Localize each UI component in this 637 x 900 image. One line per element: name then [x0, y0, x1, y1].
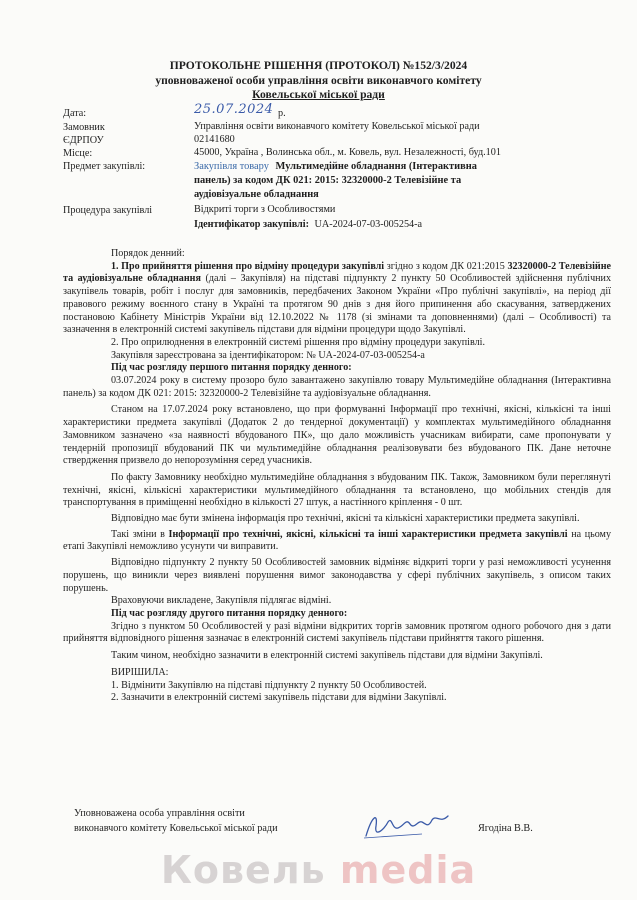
- identifier-line: [194, 218, 422, 231]
- decision-1: 1. Відмінити Закупівлю на підставі підпункту 2 пункту 50 Особливостей.: [111, 679, 427, 691]
- date-label: Дата:: [63, 108, 87, 119]
- document-title: ПРОТОКОЛЬНЕ РІШЕННЯ (ПРОТОКОЛ) №152/3/2024: [169, 59, 468, 72]
- paragraph-point-50: Згідно з пунктом 50 Особливостей у разі відміни відкритих торгів замовник протягом одного робочого дня з дати прийняття відповідного рішення зазначає в електронній системі закупівель підстави прийняття такого рішення.: [63, 620, 611, 645]
- registration-note: Закупівля зареєстрована за ідентифікатором: № UA-2024-07-03-005254-a: [111, 349, 425, 361]
- subject-label: Предмет закупівлі:: [63, 161, 146, 172]
- paragraph-requirements: По факту Замовнику необхідно мультимедійне обладнання з вбудованим ПК. Також, Замовником були переглянуті технічні, якісні, кількісні характеристики мультимедійного обладнання та встановлено, що мобільних стендів для транспортування в приміщенні необхідно в кількості 27 штук, а настінного кріплення - 0 шт.: [63, 471, 611, 509]
- decision-2: 2. Зазначити в електронній системі закупівель підстави для відміни Закупівлі.: [111, 692, 447, 704]
- kovel-media-watermark: Ковель media: [160, 848, 477, 892]
- subject-prefix: Закупівля товару: [194, 161, 269, 172]
- agenda-item-2: 2. Про оприлюднення в електронній системі рішення про відміну процедури закупівлі.: [111, 336, 485, 348]
- agenda-heading: Порядок денний:: [111, 248, 185, 259]
- paragraph-therefore: Таким чином, необхідно зазначити в електронній системі закупівель підстави для відміни Закупівлі.: [111, 650, 543, 662]
- subject-line1: [194, 160, 477, 173]
- paragraph-conclusion: Враховуючи викладене, Закупівля підлягає відміні.: [111, 595, 332, 607]
- handwritten-signature: [362, 808, 452, 842]
- edrpou-label: ЄДРПОУ: [63, 135, 104, 146]
- place-label: Місце:: [63, 148, 93, 159]
- document-subtitle-org: Ковельської міської ради: [252, 88, 385, 101]
- agenda-item-1: 1. Про прийняття рішення про відміну процедури закупівлі згідно з кодом ДК 021:2015 32320000-2 Телевізійне та аудіовізуальне обладнання (далі – Закупівля) на підставі підпункту 2 пункту 50 Особливостей здійснення публічних закупівель товарів, робіт і послуг для замовників, передбачених Законом України «Про публічні закупівлі», на період дії правового режиму воєнного стану в Україні та протягом 90 днів з дня його припинення або скасування, затверджених постановою Кабінету Міністрів України від 12.10.2022 № 1178 (зі змінами та доповненнями) (далі – Особливості) та зазначення в електронній системі закупівель підстави для відміни процедури щодо Закупівлі.: [63, 260, 612, 336]
- subject-line3: аудіовізуальне обладнання: [194, 189, 319, 200]
- customer-label: Замовник: [63, 122, 105, 133]
- subject-line2: панель) за кодом ДК 021: 2015: 32320000-2 Телевізійне та: [194, 175, 462, 186]
- date-suffix: р.: [278, 108, 286, 119]
- identifier-value: UA-2024-07-03-005254-a: [314, 219, 423, 230]
- signatory-name: Ягодіна В.В.: [478, 823, 533, 834]
- protocol-body: [63, 248, 611, 705]
- second-question-heading: Під час розгляду другого питання порядку денного:: [111, 607, 348, 619]
- document-subtitle: уповноваженої особи управління освіти виконавчого комітету: [155, 74, 482, 87]
- edrpou-value: 02141680: [194, 134, 235, 145]
- first-question-heading: Під час розгляду першого питання порядку денного:: [111, 362, 352, 374]
- identifier-label: Ідентифікатор закупівлі:: [194, 219, 309, 230]
- procedure-label: Процедура закупівлі: [63, 205, 153, 216]
- customer-value: Управління освіти виконавчого комітету Ковельської міської ради: [194, 121, 480, 132]
- paragraph-findings: Станом на 17.07.2024 року встановлено, що при формуванні Інформації про технічні, якісні, кількісні та інші характеристики предмета закупівлі (Додаток 2 до тендерної документації) у комплектах мультимедійного обладнання Замовником зазначено «за наявності вбудованого ПК», що дало можливість учасникам вибирати, саме пропонувати у тендерній пропозиції вбудований ПК чи мультимедійне обладнання реалізовувати без вбудованого ПК. Дане неточне ствердження призвело до непорозуміння серед учасників.: [63, 404, 611, 467]
- paragraph-change-needed: Відповідно має бути змінена інформація про технічні, якісні та кількісні характеристики предмета закупівлі.: [111, 513, 580, 525]
- paragraph-legal-basis: Відповідно підпункту 2 пункту 50 Особливостей замовник відміняє відкриті торги у разі неможливості усунення порушень, що виникли через виявлені порушення вимог законодавства у сфері публічних закупівель, з описом таких порушень.: [63, 557, 611, 594]
- signatory-title-line1: Уповноважена особа управління освіти: [74, 808, 245, 819]
- decided-heading: ВИРІШИЛА:: [111, 666, 169, 678]
- date-handwritten: 25.07.2024: [194, 102, 274, 117]
- paragraph-cannot-fix: Такі зміни в Інформації про технічні, якісні, кількісні та інші характеристики предмета закупівлі на цьому етапі Закупівлі неможливо усунути чи виправити.: [63, 528, 611, 553]
- place-value: 45000, Україна , Волинська обл., м. Ковель, вул. Незалежності, буд.101: [194, 147, 501, 158]
- paragraph-upload: 03.07.2024 року в систему прозоро було завантажено закупівлю товару Мультимедійне обладнання (Інтерактивна панель) за кодом ДК 021: 2015: 32320000-2 Телевізійне та аудіовізуальне обладнання.: [63, 375, 611, 399]
- signatory-title-line2: виконавчого комітету Ковельської міської ради: [74, 823, 278, 834]
- subject-title: Мультимедійне обладнання (Інтерактивна: [275, 161, 477, 172]
- procedure-value: Відкриті торги з Особливостями: [194, 204, 336, 215]
